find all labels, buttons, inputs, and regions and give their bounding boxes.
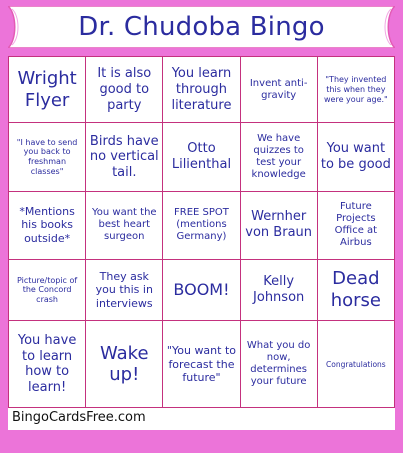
bingo-cell[interactable] (9, 259, 86, 321)
bingo-cell-text: "You want to forecast the future" (166, 344, 236, 384)
bingo-cell[interactable] (163, 191, 240, 259)
bingo-cell-text: FREE SPOT (mentions Germany) (174, 207, 229, 243)
footer-site-name: BingoCardsFree.com (12, 410, 146, 425)
bingo-row (9, 321, 395, 408)
bingo-cell[interactable] (240, 191, 317, 259)
bingo-row (9, 191, 395, 259)
bingo-cell-text: Kelly Johnson (253, 274, 305, 306)
bingo-cell[interactable] (240, 259, 317, 321)
bingo-row (9, 57, 395, 123)
bingo-cell[interactable] (317, 259, 394, 321)
bingo-cell[interactable] (163, 57, 240, 123)
bingo-cell-text: We have quizzes to test your knowledge (251, 133, 306, 180)
bingo-cell[interactable] (317, 57, 394, 123)
bingo-cell-text: Picture/topic of the Concord crash (16, 275, 78, 304)
bingo-cell[interactable] (9, 191, 86, 259)
bingo-cell[interactable] (240, 123, 317, 191)
bingo-cell[interactable] (163, 321, 240, 408)
bingo-cell[interactable] (317, 123, 394, 191)
bingo-cell-text: Birds have no vertical tail. (89, 133, 159, 180)
bingo-cell-text: Future Projects Office at Airbus (334, 201, 378, 249)
bingo-cell[interactable] (86, 57, 163, 123)
bingo-board (8, 56, 395, 430)
bingo-cell-text: It is also good to party (97, 66, 152, 113)
title-banner (8, 6, 395, 48)
bingo-cell[interactable] (317, 321, 394, 408)
bingo-cell[interactable] (9, 321, 86, 408)
bingo-row (9, 259, 395, 321)
bingo-cell-text: What you do now, determines your future (246, 340, 311, 388)
bingo-cell-text: "They invented this when they were your age." (324, 75, 388, 104)
bingo-cell[interactable] (86, 191, 163, 259)
bingo-cell-text: Otto Lilienthal (171, 141, 232, 172)
bingo-cell-text: Wernher von Braun (245, 209, 313, 241)
bingo-cell[interactable] (317, 191, 394, 259)
bingo-cell[interactable] (240, 321, 317, 408)
bingo-row (9, 123, 395, 191)
bingo-cell-text: Congratulations (326, 359, 386, 369)
bingo-cell[interactable] (240, 57, 317, 123)
bingo-cell[interactable] (86, 259, 163, 321)
bingo-cell-text: "I have to send you back to freshman classes" (16, 137, 78, 176)
bingo-grid (8, 56, 395, 408)
bingo-cell-text: They ask you this in interviews (95, 270, 153, 310)
page-title: Dr. Chudoba Bingo (78, 12, 325, 42)
bingo-cell[interactable] (9, 57, 86, 123)
bingo-cell-text: BOOM! (173, 280, 230, 300)
bingo-cell-text: *Mentions his books outside* (19, 205, 75, 245)
bingo-cell-text: Invent anti-gravity (249, 77, 308, 101)
bingo-cell-text: Wake up! (100, 342, 149, 386)
bingo-cell[interactable] (163, 123, 240, 191)
bingo-cell[interactable] (163, 259, 240, 321)
bingo-cell-text: Wright Flyer (17, 68, 77, 111)
bingo-cell[interactable] (86, 123, 163, 191)
bingo-cell-text: Dead horse (330, 268, 382, 312)
bingo-cell-text: You want to be good (320, 141, 391, 172)
bingo-cell-text: You have to learn how to learn! (17, 333, 77, 395)
bingo-cell-text: You learn through literature (171, 66, 232, 113)
bingo-cell[interactable] (86, 321, 163, 408)
bingo-cell[interactable] (9, 123, 86, 191)
bingo-cell-text: You want the best heart surgeon (91, 207, 157, 243)
